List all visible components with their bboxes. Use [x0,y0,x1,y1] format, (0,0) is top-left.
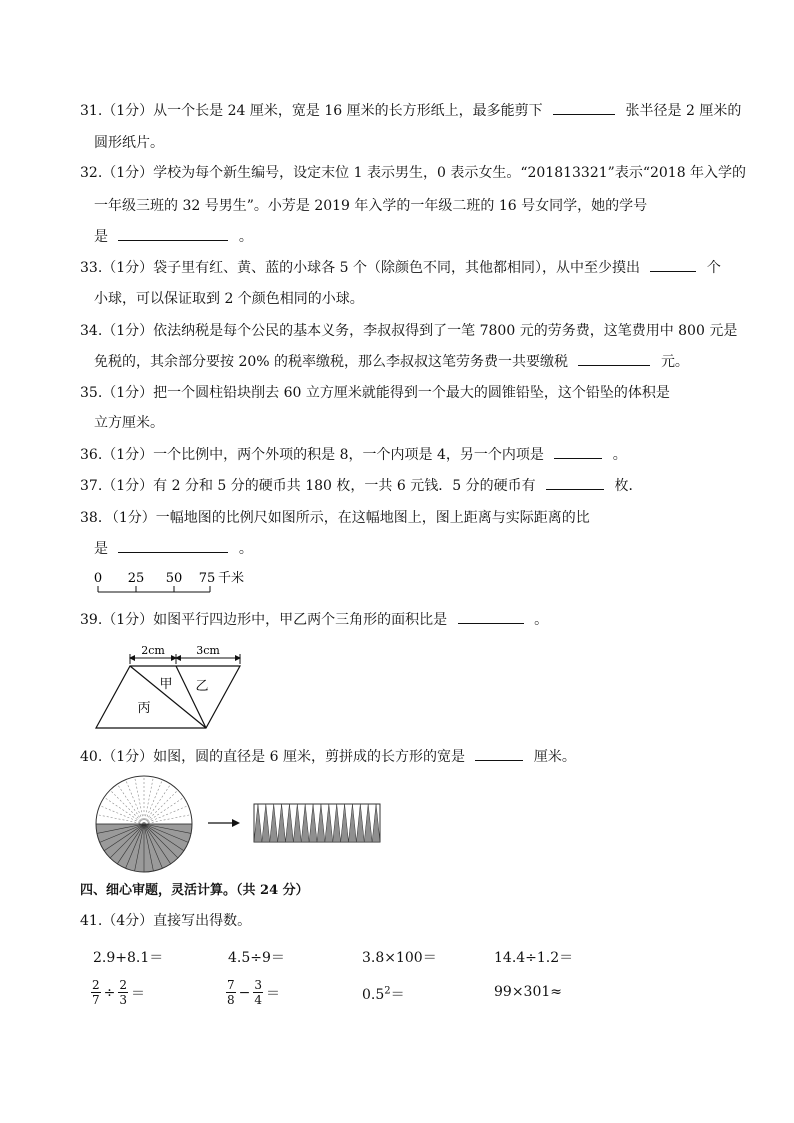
denominator: 3 [119,993,128,1007]
q32-text-a: 32.（1分）学校为每个新生编号，设定末位 1 表示男生，0 表示女生。“201813321”表示“2018 年入学的 [80,165,747,181]
answer-blank-37[interactable] [546,477,604,490]
operator: − [238,984,251,1001]
scale-unit: 千米 [218,571,245,586]
calc-item-5 [91,978,148,1007]
scale-label-75: 75 [198,571,216,586]
q38-line-2 [94,540,253,558]
q34-text-a: 34.（1分）依法纳税是每个公民的基本义务，李叔叔得到了一笔 7800 元的劳务费，这笔费用中 800 元是 [80,323,738,339]
dimension-3cm: 3cm [196,644,220,657]
q33-line-2 [94,290,364,308]
q31-text-b: 张半径是 2 厘米的 [625,103,742,119]
denominator: 4 [254,993,263,1007]
q40-text-a: 40.（1分）如图，圆的直径是 6 厘米，剪拼成的长方形的宽是 [80,749,465,765]
calc-item-6 [226,978,283,1007]
answer-blank-36[interactable] [554,446,602,459]
q35-text-b: 立方厘米。 [94,415,164,431]
q37-text-b: 枚． [614,478,643,494]
q36-text-a: 36.（1分）一个比例中，两个外项的积是 8，一个内项是 4，另一个内项是 [80,447,544,463]
q36-text-b: 。 [612,447,627,463]
calc-item-1: 2.9+8.1＝ [93,950,164,966]
question-31 [80,102,741,120]
fraction [91,978,101,1007]
calc-item-4: 14.4÷1.2＝ [494,950,574,966]
rearranged-rectangle [254,804,380,842]
section-4-title: 四、细心审题，灵活计算。（共 24 分） [80,883,309,898]
question-38 [80,509,590,527]
q35-text-a: 35.（1分）把一个圆柱铅块削去 60 立方厘米就能得到一个最大的圆锥铅坠，这个铅坠的体积是 [80,385,670,401]
answer-blank-33[interactable] [650,259,696,272]
question-37 [80,477,642,495]
parallelogram-figure [90,642,250,732]
q37-text-a: 37.（1分）有 2 分和 5 分的硬币共 180 枚，一共 6 元钱．5 分的硬币有 [80,478,536,494]
calc-item-7 [362,984,405,1004]
scale-label-25: 25 [127,571,145,586]
answer-blank-31[interactable] [553,102,615,115]
fraction [253,978,263,1007]
scale-label-50: 50 [165,571,183,586]
q39-text-b: 。 [534,612,549,628]
exponent: 2 [384,985,391,997]
answer-blank-40[interactable] [475,748,523,761]
equals-sign: ＝ [390,987,405,1003]
denominator: 7 [92,993,100,1007]
denominator: 8 [227,993,235,1007]
q33-text-b: 个 [706,260,721,276]
q38-text-c: 。 [238,541,253,557]
q35-line-2 [94,414,164,432]
fraction [226,978,236,1007]
circle-dissection-figure [90,770,390,880]
map-scale-bar [88,566,258,598]
calc-item-3: 3.8×100＝ [362,950,437,966]
operator: ÷ [103,984,116,1001]
question-39 [80,611,548,629]
numerator: 2 [119,978,128,992]
q32-text-c: 是 [94,229,108,245]
q33-text-a: 33.（1分）袋子里有红、黄、蓝的小球各 5 个（除颜色不同，其他都相同），从中至少摸出 [80,260,640,276]
numerator: 3 [254,978,263,992]
q31-text-c: 圆形纸片。 [94,135,164,151]
q38-text-b: 是 [94,541,108,557]
question-40 [80,748,576,766]
question-36 [80,446,627,464]
q32-text-b: 一年级三班的 32 号男生”。小芳是 2019 年入学的一年级二班的 16 号女同学，她的学号 [94,198,648,214]
triangle-jia-label: 甲 [159,677,173,692]
scale-label-0: 0 [93,571,103,586]
q32-line-2 [94,197,647,215]
q33-text-c: 小球，可以保证取到 2 个颜色相同的小球。 [94,291,364,307]
answer-blank-38[interactable] [118,540,228,553]
q32-line-3 [94,228,253,246]
equals-sign: ＝ [266,985,281,1002]
question-35 [80,384,670,402]
question-32 [80,164,746,182]
sector-circle [96,776,192,872]
q34-line-2 [94,353,689,371]
q32-text-d: 。 [238,229,253,245]
q31-text-a: 31.（1分）从一个长是 24 厘米，宽是 16 厘米的长方形纸上，最多能剪下 [80,103,543,119]
q31-continuation [94,134,164,152]
numerator: 7 [227,978,235,992]
question-34 [80,322,737,340]
base-number: 0.5 [362,987,385,1003]
equals-sign: ＝ [131,985,146,1002]
arrow-right-icon [232,819,240,827]
q34-text-b: 免税的，其余部分要按 20% 的税率缴税，那么李叔叔这笔劳务费一共要缴税 [94,354,569,370]
dimension-2cm: 2cm [141,644,165,657]
answer-blank-34[interactable] [578,353,650,366]
q38-text-a: 38．（1分）一幅地图的比例尺如图所示，在这幅地图上，图上距离与实际距离的比 [80,510,590,526]
numerator: 2 [92,978,100,992]
triangle-yi-label: 乙 [195,679,209,694]
calc-item-2: 4.5÷9＝ [228,950,285,966]
question-33 [80,259,721,277]
question-41: 41.（4分）直接写出得数。 [80,913,252,929]
calc-item-8: 99×301≈ [494,984,562,1000]
fraction [118,978,128,1007]
answer-blank-39[interactable] [458,611,524,624]
triangle-bing-label: 丙 [137,701,151,716]
q40-text-b: 厘米。 [533,749,576,765]
sector-line [144,790,178,824]
sector-line [110,790,144,824]
q34-text-c: 元。 [660,354,689,370]
answer-blank-32[interactable] [118,228,228,241]
q39-text-a: 39.（1分）如图平行四边形中，甲乙两个三角形的面积比是 [80,612,448,628]
